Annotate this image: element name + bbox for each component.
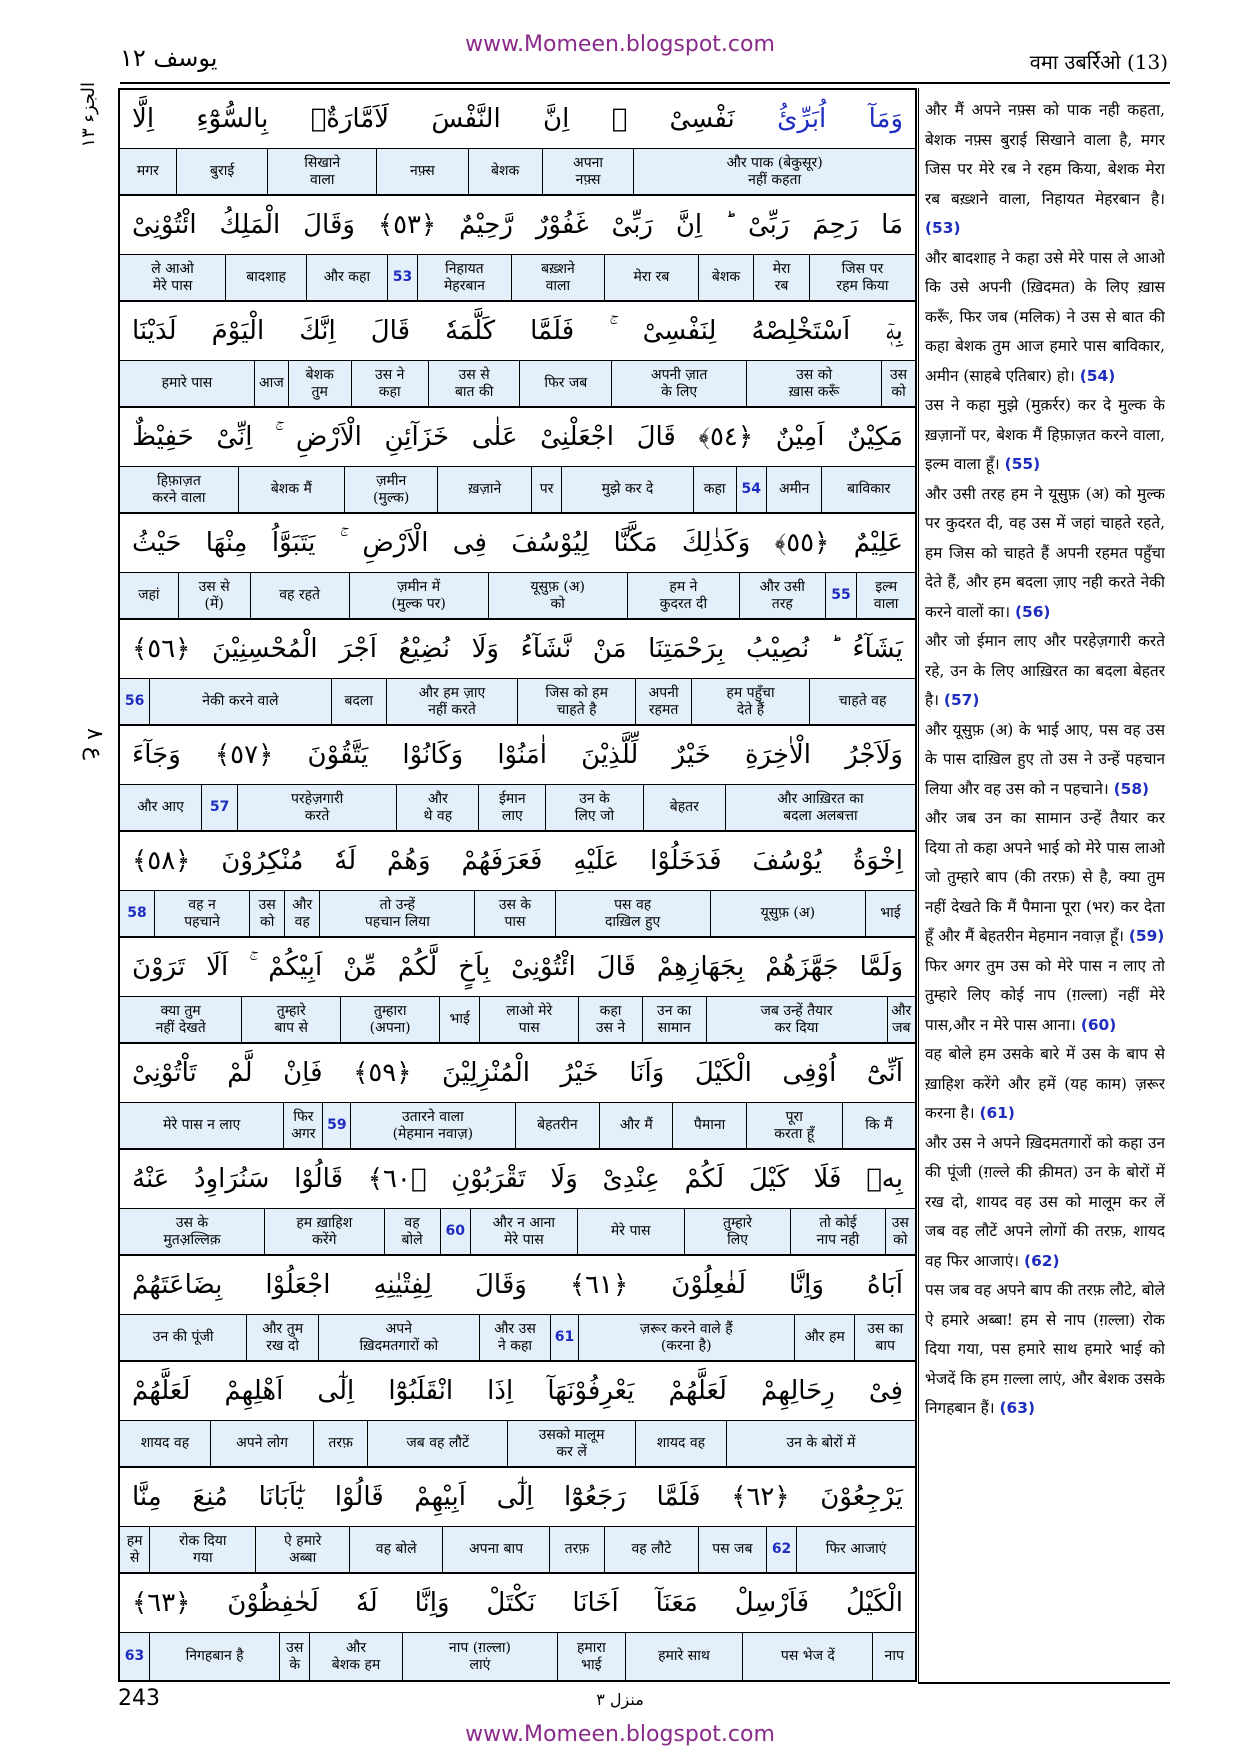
gloss-cell: उस का बाप bbox=[854, 1315, 915, 1360]
verse-number: (60) bbox=[1080, 1015, 1117, 1034]
gloss-cell: इल्म वाला bbox=[856, 573, 915, 618]
verse-number-cell: 59 bbox=[322, 1103, 350, 1148]
gloss-cell: बदला bbox=[331, 679, 386, 724]
gloss-cell: फिर जब bbox=[519, 361, 611, 406]
translation-paragraph bbox=[925, 391, 1165, 480]
gloss-cell: निगहबान है bbox=[149, 1633, 279, 1680]
verse-number-cell: 56 bbox=[124, 693, 145, 710]
translation-divider bbox=[918, 88, 919, 1682]
arabic-line bbox=[120, 408, 915, 467]
word-gloss-row bbox=[120, 891, 915, 936]
gloss-cell: बेशक bbox=[698, 255, 754, 300]
gloss-cell: उस को bbox=[885, 1209, 915, 1254]
verse-block bbox=[120, 620, 915, 726]
gloss-cell: और पाक (बेकुसूर) नहीं कहता bbox=[633, 149, 915, 194]
arabic-text: يَرْجِعُوْنَ ﴿٦٢﴾ فَلَمَّا رَجَعُوْٓا اِلٰٓى اَبِيْهِمْ قَالُوْا يٰٓاَبَانَا مُنِعَ مِنَّا bbox=[132, 1482, 903, 1512]
arabic-text: عَلِيْمٌ ﴿٥٥﴾ وَكَذٰلِكَ مَكَّنَّا لِيُوْسُفَ فِى الْاَرْضِ ۚ يَتَبَوَّاُ مِنْهَا حَيْثُ bbox=[132, 528, 903, 558]
gloss-cell: रोक दिया गया bbox=[149, 1527, 255, 1572]
arabic-line bbox=[120, 1468, 915, 1527]
translation-text: फिर अगर तुम उस को मेरे पास न लाए तो तुम्हारे लिए कोई नाप (ग़ल्ला) नहीं मेरे पास,और न मेरे पास आना। bbox=[925, 956, 1165, 1034]
gloss-cell: और आख़िरत का बदला अलबत्ता bbox=[725, 785, 915, 830]
gloss-cell: मेरा रब bbox=[604, 255, 698, 300]
gloss-cell: लाओ मेरे पास bbox=[479, 997, 578, 1042]
verse-block bbox=[120, 90, 915, 196]
verse-number-cell: 55 bbox=[825, 573, 857, 618]
gloss-cell: अपना नफ़्स bbox=[542, 149, 633, 194]
verse-block bbox=[120, 1256, 915, 1362]
gloss-cell: उस के पास bbox=[474, 891, 554, 936]
quran-text-panel bbox=[118, 88, 917, 1682]
gloss-cell: ख़ज़ाने bbox=[437, 467, 531, 512]
gloss-cell: निहायत मेहरबान bbox=[417, 255, 511, 300]
surah-title: يوسف ١٢ bbox=[120, 44, 218, 72]
verse-number: (62) bbox=[1024, 1251, 1060, 1270]
gloss-cell: वह लौटे bbox=[604, 1527, 698, 1572]
gloss-cell: पूरा करता हूँ bbox=[746, 1103, 842, 1148]
arabic-text: اَنِّىْٓ اُوْفِى الْكَيْلَ وَاَنَا خَيْرُ الْمُنْزِلِيْنَ ﴿٥٩﴾ فَاِنْ لَّمْ تَاْتُوْنِىْ bbox=[132, 1058, 903, 1088]
arabic-text: وَلَمَّا جَهَّزَهُمْ بِجَهَازِهِمْ قَالَ ائْتُوْنِىْ بِاَخٍ لَّكُمْ مِّنْ اَبِيْكُمْ ۚ اَلَا تَرَوْنَ bbox=[132, 952, 903, 982]
word-gloss-row bbox=[120, 1103, 915, 1148]
gloss-cell: आज bbox=[254, 361, 288, 406]
translation-paragraph bbox=[925, 244, 1165, 392]
translation-text: वह बोले हम उसके बारे में उस के बाप से ख़ाहिश करेंगे और हमें (यह काम) ज़रूर करना है। bbox=[925, 1045, 1165, 1122]
gloss-cell: हम ख़ाहिश करेंगे bbox=[264, 1209, 384, 1254]
gloss-cell: ले आओ मेरे पास bbox=[151, 260, 194, 294]
gloss-cell: तरफ़ bbox=[313, 1421, 367, 1466]
gloss-cell: तरफ़ bbox=[549, 1527, 605, 1572]
translation-paragraph bbox=[925, 627, 1165, 716]
translation-text: और जब उन का सामान उन्हें तैयार कर दिया तो कहा अपने भाई को मेरे पास लाओ जो तुम्हारे बाप (की तरफ़) से है, क्या तुम नहीं देखते कि मैं पैमाना पूरा (भर) कर देता हूँ और मैं बेहतरीन मेहमान नवाज़ हूँ। bbox=[925, 809, 1165, 945]
gloss-cell: और आए bbox=[137, 799, 184, 816]
gloss-cell: चाहते वह bbox=[809, 679, 915, 724]
word-gloss-row bbox=[120, 1315, 915, 1360]
verse-block bbox=[120, 1150, 915, 1256]
verse-block bbox=[120, 832, 915, 938]
verse-number-cell: 58 bbox=[127, 905, 147, 922]
verse-number: (55) bbox=[1004, 455, 1041, 473]
gloss-cell: शायद वह bbox=[635, 1421, 726, 1466]
arabic-line bbox=[120, 514, 915, 573]
juz-margin-label: الجزء ١٣ bbox=[78, 82, 99, 148]
gloss-cell: कहा उस ने bbox=[578, 997, 642, 1042]
gloss-cell: जिस को हम चाहते है bbox=[517, 679, 635, 724]
arabic-text: اَبَاهُ وَاِنَّا لَفٰعِلُوْنَ ﴿٦١﴾ وَقَالَ لِفِتْيٰنِهِ اجْعَلُوْا بِضَاعَتَهُمْ bbox=[132, 1270, 903, 1300]
gloss-cell: तुम्हारे लिए bbox=[684, 1209, 791, 1254]
translation-paragraph bbox=[925, 1129, 1165, 1277]
arabic-text: الْكَيْلُ فَاَرْسِلْ مَعَنَآ اَخَانَا نَكْتَلْ وَاِنَّا لَهٗ لَحٰفِظُوْنَ ﴿٦٣﴾ bbox=[132, 1588, 903, 1618]
gloss-cell: और जब bbox=[887, 997, 915, 1042]
arabic-text: يَشَآءُ ؕ نُصِيْبُ بِرَحْمَتِنَا مَنْ نَّشَآءُ وَلَا نُضِيْعُ اَجْرَ الْمُحْسِنِيْنَ ﴿٥٦﴾ bbox=[132, 634, 903, 664]
word-gloss-row bbox=[120, 1633, 915, 1680]
verse-block bbox=[120, 938, 915, 1044]
gloss-cell: नफ़्स bbox=[376, 149, 467, 194]
gloss-cell: मेरा रब bbox=[753, 255, 809, 300]
gloss-cell: मेरे पास न लाए bbox=[163, 1117, 241, 1134]
gloss-cell: जिस पर रहम किया bbox=[809, 255, 915, 300]
gloss-cell: और थे वह bbox=[396, 785, 478, 830]
gloss-cell: अपना बाप bbox=[442, 1527, 548, 1572]
gloss-cell: उस को bbox=[249, 891, 284, 936]
verse-number-cell: 54 bbox=[736, 467, 766, 512]
translation-paragraph bbox=[925, 96, 1165, 244]
gloss-cell: पस वह दाख़िल हुए bbox=[555, 891, 710, 936]
gloss-cell: बादशाह bbox=[225, 255, 306, 300]
word-gloss-row bbox=[120, 1209, 915, 1254]
word-gloss-row bbox=[120, 997, 915, 1042]
header-rule bbox=[120, 82, 1170, 84]
arabic-text: نَفْسِىْ ۚ اِنَّ النَّفْسَ لَاَمَّارَةٌۢ بِالسُّوْٓءِ اِلَّا bbox=[132, 104, 778, 134]
gloss-cell: बेहतरीन bbox=[515, 1103, 600, 1148]
translation-text: पस जब वह अपने बाप की तरफ़ लौटे, बोले ऐ हमारे अब्बा! हम से नाप (ग़ल्ला) रोक दिया गया, पस हमारे साथ हमारे भाई को भेजदें कि हम ग़ल्ला लाएं, और बेशक उसके निगहबान हैं। bbox=[925, 1281, 1165, 1417]
gloss-cell: ज़रूर करने वाले हैं (करना है) bbox=[578, 1315, 794, 1360]
gloss-cell: बख़्शने वाला bbox=[511, 255, 605, 300]
gloss-cell: पैमाना bbox=[672, 1103, 745, 1148]
translation-paragraph bbox=[925, 716, 1165, 805]
gloss-cell: पर bbox=[531, 467, 561, 512]
gloss-cell: वह न पहचाने bbox=[154, 891, 249, 936]
gloss-cell: तो कोई नाप नही bbox=[790, 1209, 884, 1254]
manzil-label: منزل ٣ bbox=[596, 1690, 644, 1709]
gloss-cell: यूसुफ़ (अ) bbox=[710, 891, 865, 936]
gloss-cell: और हम ज़ाए नहीं करते bbox=[386, 679, 517, 724]
arabic-text: اِخْوَةُ يُوْسُفَ فَدَخَلُوْا عَلَيْهِ فَعَرَفَهُمْ وَهُمْ لَهٗ مُنْكِرُوْنَ ﴿٥٨﴾ bbox=[132, 846, 903, 876]
gloss-cell: उस के मुतअ़ल्लिक़ bbox=[163, 1214, 221, 1248]
arabic-text: مَكِيْنٌ اَمِيْنٌ ﴿٥٤﴾ قَالَ اجْعَلْنِىْ عَلٰى خَزَآئِنِ الْاَرْضِ ۚ اِنِّىْ حَفِيْظٌ bbox=[132, 422, 903, 452]
arabic-line bbox=[120, 1150, 915, 1209]
word-gloss-row bbox=[120, 361, 915, 406]
arabic-text: بِهٖ فَلَا كَيْلَ لَكُمْ عِنْدِىْ وَلَا تَقْرَبُوْنِ ﴿٦٠﴾ قَالُوْا سَنُرَاوِدُ عَنْهُ bbox=[132, 1164, 903, 1194]
word-gloss-row bbox=[120, 467, 915, 512]
verse-block bbox=[120, 726, 915, 832]
translation-text: और मैं अपने नफ़्स को पाक नही कहता, बेशक नफ़्स बुराई सिखाने वाला है, मगर जिस पर मेरे रब ने रहम किया, बेशक मेरा रब बख़्शने वाला, निहायत मेहरबान है। bbox=[925, 101, 1165, 208]
gloss-cell: नाप bbox=[872, 1633, 915, 1680]
gloss-cell: वह बोले bbox=[384, 1209, 440, 1254]
verse-number: (63) bbox=[999, 1399, 1035, 1417]
gloss-cell: और उसी तरह bbox=[739, 573, 824, 618]
arabic-text: وَلَاَجْرُ الْاٰخِرَةِ خَيْرٌ لِّلَّذِيْنَ اٰمَنُوْا وَكَانُوْا يَتَّقُوْنَ ﴿٥٧﴾ وَجَآءَ bbox=[132, 740, 903, 770]
gloss-cell: उन के लिए जो bbox=[545, 785, 643, 830]
gloss-cell: फिर अगर bbox=[283, 1103, 322, 1148]
gloss-cell: परहेज़गारी करते bbox=[237, 785, 396, 830]
gloss-cell: जहां bbox=[138, 587, 160, 604]
gloss-cell: उन के बोरों में bbox=[726, 1421, 915, 1466]
word-gloss-row bbox=[120, 785, 915, 830]
word-gloss-row bbox=[120, 1527, 915, 1572]
arabic-line bbox=[120, 1362, 915, 1421]
gloss-cell: उस से बात की bbox=[428, 361, 520, 406]
gloss-cell: और कहा bbox=[306, 255, 387, 300]
gloss-cell: और वह bbox=[284, 891, 319, 936]
gloss-cell: फिर आजाएं bbox=[796, 1527, 915, 1572]
gloss-cell: ज़मीन (मुल्क) bbox=[344, 467, 438, 512]
verse-number-cell: 57 bbox=[201, 785, 237, 830]
gloss-cell: बेहतर bbox=[643, 785, 725, 830]
gloss-cell: उस के bbox=[279, 1633, 309, 1680]
bottom-site-url[interactable]: www.Momeen.blogspot.com bbox=[465, 1722, 775, 1747]
gloss-cell: शायद वह bbox=[140, 1435, 190, 1452]
translation-paragraph bbox=[925, 804, 1165, 952]
translation-paragraph bbox=[925, 1040, 1165, 1129]
gloss-cell: कहा bbox=[693, 467, 736, 512]
gloss-cell: हमारे साथ bbox=[625, 1633, 743, 1680]
gloss-cell: और उस ने कहा bbox=[479, 1315, 551, 1360]
translation-text: और उसी तरह हम ने यूसुफ़ (अ) को मुल्क पर कुदरत दी, वह उस में जहां चाहते रहते, हम जिस को चाहते हैं अपनी रहमत पहुँचा देते हैं, और हम बदला ज़ाए नही करते नेकी करने वालों का। bbox=[925, 484, 1165, 621]
word-gloss-row bbox=[120, 1421, 915, 1466]
verse-block bbox=[120, 196, 915, 302]
gloss-cell: उतारने वाला (मेहमान नवाज़) bbox=[350, 1103, 514, 1148]
gloss-cell: वह बोले bbox=[349, 1527, 443, 1572]
verse-number-cell: 53 bbox=[387, 255, 417, 300]
gloss-cell: अपनी ज़ात के लिए bbox=[611, 361, 746, 406]
verse-number: (58) bbox=[1113, 779, 1150, 798]
gloss-cell: उस को ख़ास करूँ bbox=[746, 361, 881, 406]
gloss-cell: कि मैं bbox=[842, 1103, 915, 1148]
gloss-cell: जब वह लौटें bbox=[367, 1421, 507, 1466]
word-gloss-row bbox=[120, 149, 915, 194]
ruku-margin-label: ع ٨ bbox=[82, 728, 107, 760]
arabic-text: بِهٖٓ اَسْتَخْلِصْهُ لِنَفْسِىْ ۚ فَلَمَّا كَلَّمَهٗ قَالَ اِنَّكَ الْيَوْمَ لَدَيْنَا bbox=[132, 316, 903, 346]
gloss-cell: हम पहुँचा देते हैं bbox=[691, 679, 809, 724]
translation-paragraph bbox=[925, 480, 1165, 628]
gloss-cell: बेशक मैं bbox=[238, 467, 344, 512]
gloss-cell: उन की पूंजी bbox=[152, 1329, 214, 1346]
gloss-cell: हम से bbox=[126, 1532, 143, 1566]
arabic-line bbox=[120, 1256, 915, 1315]
verse-number: (57) bbox=[943, 691, 980, 709]
arabic-line bbox=[120, 1044, 915, 1103]
arabic-line bbox=[120, 620, 915, 679]
footer-rule bbox=[918, 1682, 1170, 1684]
verse-number: (56) bbox=[1014, 602, 1051, 621]
gloss-cell: क्या तुम नहीं देखते bbox=[155, 1002, 206, 1036]
word-gloss-row bbox=[120, 255, 915, 300]
translation-text: और उस ने अपने ख़िदमतगारों को कहा उन की पूंजी (ग़ल्ले की क़ीमत) उन के बोरों में रख दो, शायद वह उस को मालूम कर लें जब वह लौटें अपने लोगों की तरफ़, शायद वह फिर आजाएं। bbox=[925, 1133, 1165, 1270]
gloss-cell: अपने ख़िदमतगारों को bbox=[318, 1315, 479, 1360]
page-number: 243 bbox=[118, 1686, 160, 1711]
gloss-cell: भाई bbox=[439, 997, 479, 1042]
gloss-cell: हमारे पास bbox=[161, 375, 213, 392]
gloss-cell: तुम्हारे बाप से bbox=[241, 997, 340, 1042]
arabic-highlight: وَمَآ اُبَرِّئُ bbox=[777, 104, 904, 134]
arabic-line bbox=[120, 726, 915, 785]
verse-number-cell: 63 bbox=[124, 1648, 145, 1665]
verse-block bbox=[120, 1574, 915, 1680]
gloss-cell: ऐ हमारे अब्बा bbox=[255, 1527, 349, 1572]
arabic-line bbox=[120, 196, 915, 255]
gloss-cell: हमारा भाई bbox=[557, 1633, 625, 1680]
translation-panel bbox=[925, 96, 1165, 1676]
gloss-cell: बुराई bbox=[176, 149, 267, 194]
gloss-cell: पस भेज दें bbox=[742, 1633, 872, 1680]
gloss-cell: मेरे पास bbox=[577, 1209, 684, 1254]
gloss-cell: बेशक तुम bbox=[288, 361, 351, 406]
arabic-line bbox=[120, 302, 915, 361]
gloss-cell: उसको मालूम कर लें bbox=[507, 1421, 635, 1466]
gloss-cell: हिफ़ाज़त करने वाला bbox=[152, 472, 206, 506]
verse-block bbox=[120, 1044, 915, 1150]
translation-paragraph bbox=[925, 952, 1165, 1041]
gloss-cell: नाप (ग़ल्ला) लाएं bbox=[402, 1633, 557, 1680]
gloss-cell: उस को bbox=[881, 361, 915, 406]
gloss-cell: पस जब bbox=[698, 1527, 766, 1572]
verse-number-cell: 62 bbox=[766, 1527, 796, 1572]
verse-block bbox=[120, 408, 915, 514]
arabic-line bbox=[120, 1574, 915, 1633]
gloss-cell: भाई bbox=[865, 891, 915, 936]
gloss-cell: यूसुफ़ (अ) को bbox=[488, 573, 627, 618]
verse-number-cell: 60 bbox=[440, 1209, 470, 1254]
translation-text: और यूसुफ़ (अ) के भाई आए, पस वह उस के पास दाख़िल हुए तो उस ने उन्हें पहचान लिया और वह उस को न पहचाने। bbox=[925, 720, 1165, 798]
gloss-cell: जब उन्हें तैयार कर दिया bbox=[706, 997, 887, 1042]
gloss-cell: बाविकार bbox=[821, 467, 915, 512]
gloss-cell: तुम्हारा (अपना) bbox=[340, 997, 439, 1042]
gloss-cell: और न आना मेरे पास bbox=[470, 1209, 577, 1254]
gloss-cell: उस से (में) bbox=[178, 573, 250, 618]
verse-block bbox=[120, 1468, 915, 1574]
juz-title: वमा उबर्रिओ (13) bbox=[1029, 50, 1168, 74]
verse-number: (54) bbox=[1079, 366, 1116, 385]
verse-number: (53) bbox=[925, 219, 961, 237]
gloss-cell: और हम bbox=[794, 1315, 855, 1360]
gloss-cell: उस ने कहा bbox=[351, 361, 428, 406]
translation-paragraph bbox=[925, 1276, 1165, 1424]
gloss-cell: उन का सामान bbox=[642, 997, 706, 1042]
gloss-cell: बेशक bbox=[468, 149, 542, 194]
arabic-text: مَا رَحِمَ رَبِّىْ ؕ اِنَّ رَبِّىْ غَفُوْرٌ رَّحِيْمٌ ﴿٥٣﴾ وَقَالَ الْمَلِكُ ائْتُوْنِىْ bbox=[132, 210, 903, 240]
verse-block bbox=[120, 514, 915, 620]
gloss-cell: अमीन bbox=[766, 467, 822, 512]
arabic-line bbox=[120, 832, 915, 891]
translation-text: और जो ईमान लाए और परहेज़गारी करते रहे, उन के लिए आख़िरत का बदला बेहतर है। bbox=[925, 632, 1165, 709]
gloss-cell: ईमान लाए bbox=[478, 785, 545, 830]
gloss-cell: अपनी रहमत bbox=[635, 679, 690, 724]
verse-block bbox=[120, 1362, 915, 1468]
verse-number-cell: 61 bbox=[550, 1315, 577, 1360]
verse-block bbox=[120, 302, 915, 408]
word-gloss-row bbox=[120, 573, 915, 618]
gloss-cell: मगर bbox=[136, 163, 159, 180]
translation-text: उस ने कहा मुझे (मुक़र्रर) कर दे मुल्क के ख़ज़ानों पर, बेशक मैं हिफ़ाज़त करने वाला, इल्म वाला हूँ। bbox=[925, 396, 1165, 473]
gloss-cell: और बेशक हम bbox=[309, 1633, 402, 1680]
arabic-line bbox=[120, 90, 915, 149]
arabic-text: فِىْ رِحَالِهِمْ لَعَلَّهُمْ يَعْرِفُوْنَهَآ اِذَا انْقَلَبُوْٓا اِلٰٓى اَهْلِهِمْ لَعَلَّهُمْ bbox=[132, 1376, 903, 1406]
gloss-cell: सिखाने वाला bbox=[267, 149, 376, 194]
gloss-cell: हम ने कुदरत दी bbox=[627, 573, 739, 618]
gloss-cell: मुझे कर दे bbox=[561, 467, 692, 512]
gloss-cell: और तुम रख दो bbox=[246, 1315, 318, 1360]
gloss-cell: तो उन्हें पहचान लिया bbox=[319, 891, 474, 936]
gloss-cell: ज़मीन में (मुल्क पर) bbox=[349, 573, 488, 618]
gloss-cell: अपने लोग bbox=[210, 1421, 313, 1466]
word-gloss-row bbox=[120, 679, 915, 724]
verse-number: (61) bbox=[979, 1104, 1015, 1122]
arabic-line bbox=[120, 938, 915, 997]
gloss-cell: और मैं bbox=[599, 1103, 672, 1148]
gloss-cell: वह रहते bbox=[250, 573, 349, 618]
verse-number: (59) bbox=[1128, 927, 1165, 945]
translation-text: और बादशाह ने कहा उसे मेरे पास ले आओ कि उसे अपनी (ख़िदमत) के लिए ख़ास करूँ, फिर जब (मलिक) ने उस से बात की कहा बेशक तुम आज हमारे पास बाविकार, अमीन (साहबे एतिबार) हो। bbox=[925, 248, 1165, 385]
gloss-cell: नेकी करने वाले bbox=[149, 679, 330, 724]
top-site-url[interactable]: www.Momeen.blogspot.com bbox=[465, 32, 775, 57]
